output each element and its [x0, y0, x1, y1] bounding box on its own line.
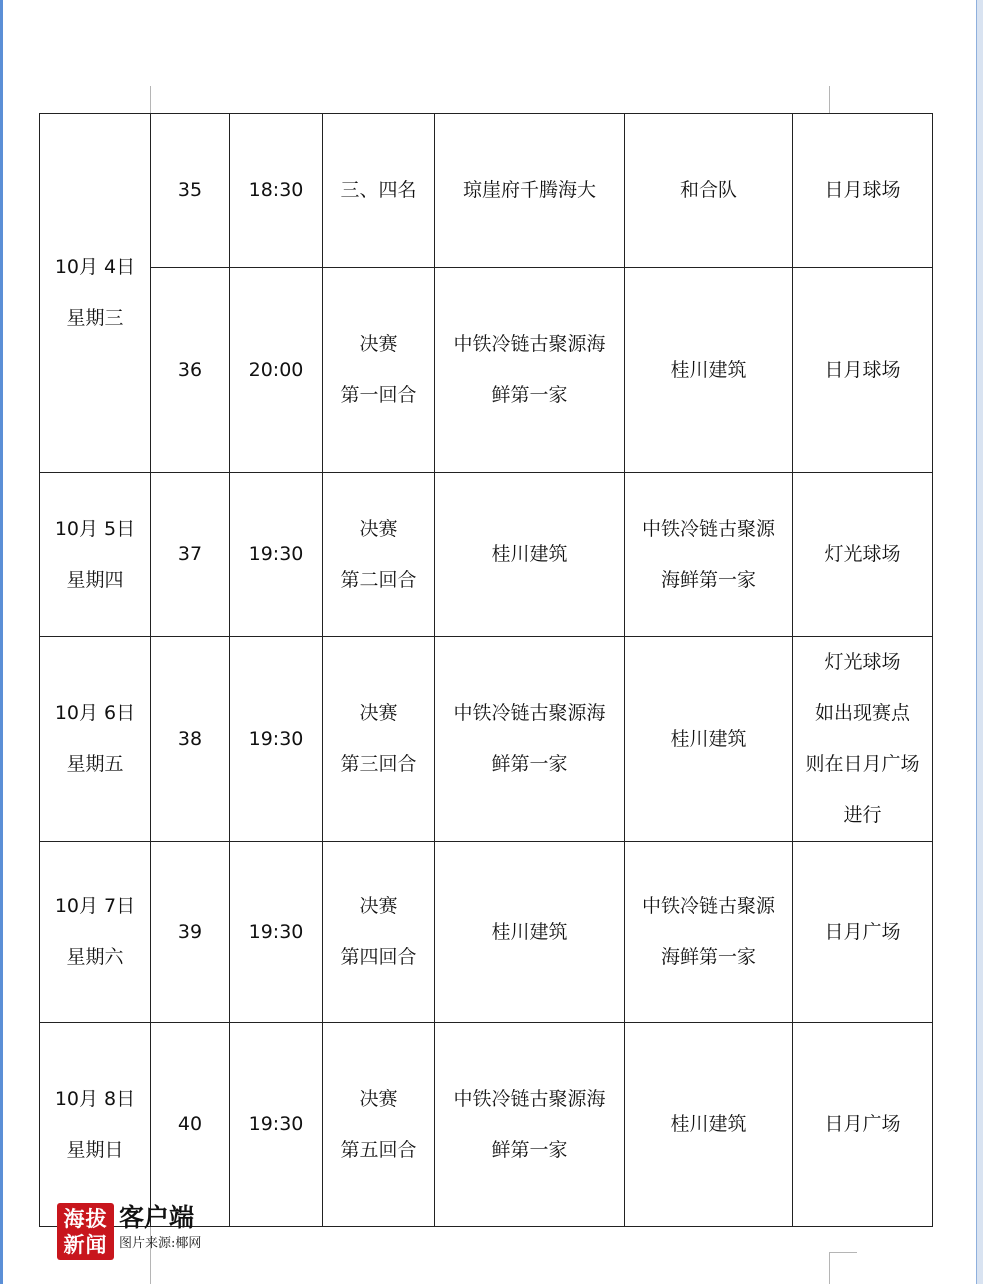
date-cell: 10月 5日 星期四	[40, 473, 151, 637]
venue: 日月球场	[793, 114, 933, 268]
date-cell: 10月 6日 星期五	[40, 637, 151, 842]
page-edge-left	[0, 0, 3, 1284]
venue: 日月广场	[793, 1023, 933, 1227]
match-time: 19:30	[230, 1023, 323, 1227]
match-time: 19:30	[230, 842, 323, 1023]
team-b: 和合队	[625, 114, 793, 268]
team-b: 桂川建筑	[625, 1023, 793, 1227]
match-stage: 决赛 第二回合	[323, 473, 435, 637]
match-number: 35	[151, 114, 230, 268]
match-number: 39	[151, 842, 230, 1023]
venue: 灯光球场 如出现赛点 则在日月广场 进行	[793, 637, 933, 842]
match-time: 20:00	[230, 268, 323, 473]
match-stage: 决赛 第三回合	[323, 637, 435, 842]
crop-mark	[829, 86, 830, 113]
team-b: 桂川建筑	[625, 268, 793, 473]
match-time: 19:30	[230, 473, 323, 637]
crop-mark	[829, 1252, 857, 1253]
match-number: 40	[151, 1023, 230, 1227]
table-row	[40, 114, 933, 268]
schedule-table	[39, 113, 933, 1227]
date-cell: 10月 8日 星期日	[40, 1023, 151, 1227]
match-number: 36	[151, 268, 230, 473]
table-row	[40, 473, 933, 637]
match-stage: 决赛 第五回合	[323, 1023, 435, 1227]
team-b: 中铁冷链古聚源海鲜第一家	[625, 473, 793, 637]
match-stage: 三、四名	[323, 114, 435, 268]
news-logo-icon: 海拔 新闻	[57, 1203, 114, 1260]
team-a: 中铁冷链古聚源海鲜第一家	[435, 268, 625, 473]
team-a: 桂川建筑	[435, 842, 625, 1023]
news-app-watermark	[57, 1203, 201, 1260]
crop-mark	[150, 86, 151, 113]
match-time: 18:30	[230, 114, 323, 268]
table-row	[40, 268, 933, 473]
date-cell: 10月 7日 星期六	[40, 842, 151, 1023]
venue: 日月球场	[793, 268, 933, 473]
match-stage: 决赛 第四回合	[323, 842, 435, 1023]
app-label: 客户端	[119, 1203, 195, 1232]
venue: 日月广场	[793, 842, 933, 1023]
image-source: 图片来源:椰网	[119, 1236, 202, 1251]
team-b: 中铁冷链古聚源海鲜第一家	[625, 842, 793, 1023]
team-a: 琼崖府千腾海大	[435, 114, 625, 268]
date-cell: 10月 4日 星期三	[40, 114, 151, 473]
venue: 灯光球场	[793, 473, 933, 637]
team-a: 桂川建筑	[435, 473, 625, 637]
table-row	[40, 1023, 933, 1227]
team-a: 中铁冷链古聚源海鲜第一家	[435, 1023, 625, 1227]
table-row	[40, 842, 933, 1023]
crop-mark	[829, 1252, 830, 1284]
team-a: 中铁冷链古聚源海鲜第一家	[435, 637, 625, 842]
table-row	[40, 637, 933, 842]
match-stage: 决赛 第一回合	[323, 268, 435, 473]
match-number: 38	[151, 637, 230, 842]
scrollbar-track[interactable]	[976, 0, 983, 1284]
match-number: 37	[151, 473, 230, 637]
team-b: 桂川建筑	[625, 637, 793, 842]
match-time: 19:30	[230, 637, 323, 842]
